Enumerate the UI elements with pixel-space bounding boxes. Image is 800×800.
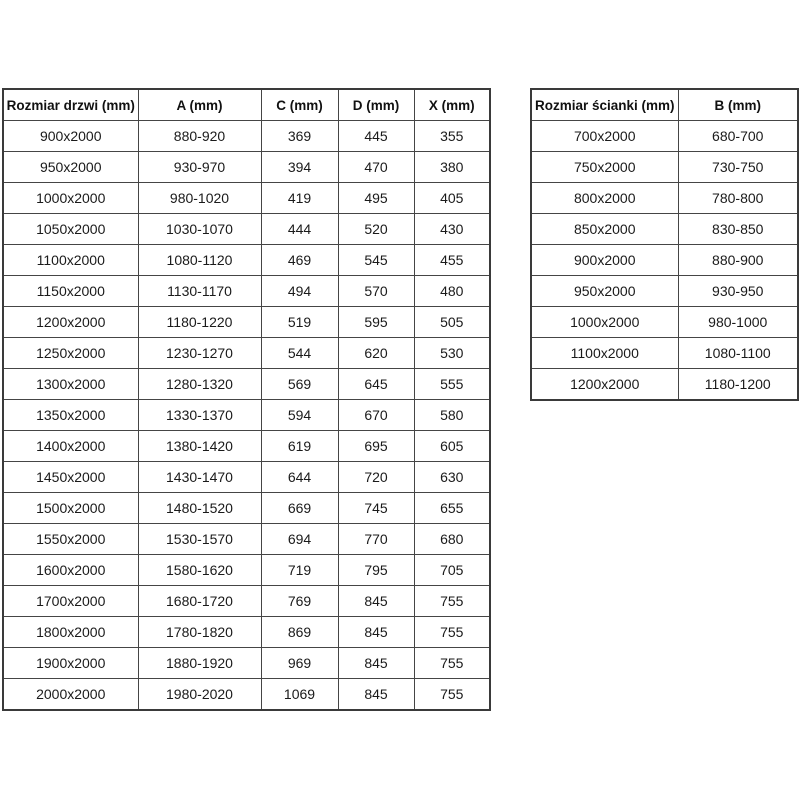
- table-cell: 1900x2000: [3, 648, 138, 679]
- table-row: [3, 648, 490, 679]
- table-cell: 644: [261, 462, 338, 493]
- table-cell: 445: [338, 121, 414, 152]
- table-row: [3, 276, 490, 307]
- table-cell: 950x2000: [3, 152, 138, 183]
- table-cell: 1780-1820: [138, 617, 261, 648]
- table-cell: 1530-1570: [138, 524, 261, 555]
- table-cell: 544: [261, 338, 338, 369]
- table-row: [3, 338, 490, 369]
- table-cell: 1680-1720: [138, 586, 261, 617]
- table-cell: 770: [338, 524, 414, 555]
- column-header: B (mm): [678, 89, 798, 121]
- table-cell: 745: [338, 493, 414, 524]
- table-row: [3, 214, 490, 245]
- table-cell: 1050x2000: [3, 214, 138, 245]
- table-cell: 1000x2000: [531, 307, 678, 338]
- table-cell: 545: [338, 245, 414, 276]
- table-cell: 1080-1120: [138, 245, 261, 276]
- table-cell: 1550x2000: [3, 524, 138, 555]
- table-cell: 755: [414, 617, 490, 648]
- table-cell: 800x2000: [531, 183, 678, 214]
- table-row: [3, 586, 490, 617]
- table-cell: 380: [414, 152, 490, 183]
- table-cell: 2000x2000: [3, 679, 138, 711]
- table-cell: 519: [261, 307, 338, 338]
- table-cell: 850x2000: [531, 214, 678, 245]
- table-row: [3, 617, 490, 648]
- table-cell: 1130-1170: [138, 276, 261, 307]
- table-cell: 795: [338, 555, 414, 586]
- table-cell: 580: [414, 400, 490, 431]
- table-cell: 494: [261, 276, 338, 307]
- table-cell: 655: [414, 493, 490, 524]
- table-cell: 1700x2000: [3, 586, 138, 617]
- table-cell: 645: [338, 369, 414, 400]
- table-cell: 680-700: [678, 121, 798, 152]
- table-cell: 930-950: [678, 276, 798, 307]
- table-cell: 1100x2000: [531, 338, 678, 369]
- table-cell: 1300x2000: [3, 369, 138, 400]
- table-cell: 1350x2000: [3, 400, 138, 431]
- table-cell: 1030-1070: [138, 214, 261, 245]
- table-cell: 470: [338, 152, 414, 183]
- door-sizes-table: [2, 88, 491, 711]
- table-cell: 669: [261, 493, 338, 524]
- table-row: [531, 307, 798, 338]
- table-cell: 755: [414, 648, 490, 679]
- table-row: [3, 369, 490, 400]
- table-cell: 1200x2000: [531, 369, 678, 401]
- table-cell: 719: [261, 555, 338, 586]
- table-cell: 845: [338, 617, 414, 648]
- table-cell: 670: [338, 400, 414, 431]
- table-row: [3, 493, 490, 524]
- table-row: [3, 121, 490, 152]
- table-cell: 369: [261, 121, 338, 152]
- table-row: [531, 121, 798, 152]
- table-cell: 769: [261, 586, 338, 617]
- table-cell: 1150x2000: [3, 276, 138, 307]
- table-row: [3, 555, 490, 586]
- table-cell: 980-1020: [138, 183, 261, 214]
- table-cell: 430: [414, 214, 490, 245]
- table-row: [3, 183, 490, 214]
- table-cell: 1450x2000: [3, 462, 138, 493]
- column-header: D (mm): [338, 89, 414, 121]
- table-cell: 1080-1100: [678, 338, 798, 369]
- table-cell: 1600x2000: [3, 555, 138, 586]
- wall-panel-sizes-table: [530, 88, 799, 401]
- table-cell: 405: [414, 183, 490, 214]
- table-row: [531, 183, 798, 214]
- table-cell: 1400x2000: [3, 431, 138, 462]
- column-header: X (mm): [414, 89, 490, 121]
- table-cell: 1200x2000: [3, 307, 138, 338]
- table-cell: 1580-1620: [138, 555, 261, 586]
- table-cell: 1500x2000: [3, 493, 138, 524]
- table-cell: 620: [338, 338, 414, 369]
- table-cell: 880-900: [678, 245, 798, 276]
- table-cell: 469: [261, 245, 338, 276]
- table-cell: 845: [338, 679, 414, 711]
- table-cell: 1980-2020: [138, 679, 261, 711]
- column-header: Rozmiar ścianki (mm): [531, 89, 678, 121]
- column-header: A (mm): [138, 89, 261, 121]
- table-cell: 480: [414, 276, 490, 307]
- table-cell: 780-800: [678, 183, 798, 214]
- table-cell: 619: [261, 431, 338, 462]
- table-cell: 845: [338, 586, 414, 617]
- table-cell: 555: [414, 369, 490, 400]
- table-cell: 755: [414, 586, 490, 617]
- table-cell: 495: [338, 183, 414, 214]
- table-row: [531, 152, 798, 183]
- table-cell: 595: [338, 307, 414, 338]
- table-cell: 1380-1420: [138, 431, 261, 462]
- table-cell: 695: [338, 431, 414, 462]
- table-cell: 505: [414, 307, 490, 338]
- table-row: [3, 431, 490, 462]
- table-cell: 1250x2000: [3, 338, 138, 369]
- table-row: [531, 276, 798, 307]
- table-cell: 444: [261, 214, 338, 245]
- table-cell: 830-850: [678, 214, 798, 245]
- table-cell: 355: [414, 121, 490, 152]
- table-cell: 1330-1370: [138, 400, 261, 431]
- table-cell: 594: [261, 400, 338, 431]
- table-cell: 950x2000: [531, 276, 678, 307]
- table-cell: 845: [338, 648, 414, 679]
- table-cell: 630: [414, 462, 490, 493]
- table-cell: 605: [414, 431, 490, 462]
- table-cell: 750x2000: [531, 152, 678, 183]
- table-row: [3, 152, 490, 183]
- table-cell: 694: [261, 524, 338, 555]
- table-cell: 1069: [261, 679, 338, 711]
- table-cell: 570: [338, 276, 414, 307]
- table-row: [3, 307, 490, 338]
- table-row: [3, 245, 490, 276]
- table-cell: 419: [261, 183, 338, 214]
- table-cell: 680: [414, 524, 490, 555]
- table-cell: 1880-1920: [138, 648, 261, 679]
- table-cell: 730-750: [678, 152, 798, 183]
- table-row: [3, 679, 490, 711]
- column-header: Rozmiar drzwi (mm): [3, 89, 138, 121]
- table-cell: 705: [414, 555, 490, 586]
- table-cell: 455: [414, 245, 490, 276]
- table-cell: 1100x2000: [3, 245, 138, 276]
- table-cell: 755: [414, 679, 490, 711]
- column-header: C (mm): [261, 89, 338, 121]
- table-cell: 900x2000: [531, 245, 678, 276]
- table-cell: 720: [338, 462, 414, 493]
- table-cell: 1480-1520: [138, 493, 261, 524]
- table-cell: 520: [338, 214, 414, 245]
- table-cell: 880-920: [138, 121, 261, 152]
- table-row: [3, 524, 490, 555]
- table-header-row: [3, 89, 490, 121]
- table-cell: 1800x2000: [3, 617, 138, 648]
- table-cell: 1180-1220: [138, 307, 261, 338]
- table-cell: 930-970: [138, 152, 261, 183]
- table-cell: 1430-1470: [138, 462, 261, 493]
- table-cell: 869: [261, 617, 338, 648]
- table-row: [531, 245, 798, 276]
- table-cell: 969: [261, 648, 338, 679]
- table-cell: 1230-1270: [138, 338, 261, 369]
- table-cell: 980-1000: [678, 307, 798, 338]
- table-cell: 900x2000: [3, 121, 138, 152]
- table-row: [531, 338, 798, 369]
- table-cell: 1000x2000: [3, 183, 138, 214]
- table-row: [531, 214, 798, 245]
- table-cell: 394: [261, 152, 338, 183]
- table-cell: 700x2000: [531, 121, 678, 152]
- table-row: [3, 400, 490, 431]
- table-cell: 1180-1200: [678, 369, 798, 401]
- table-row: [3, 462, 490, 493]
- table-cell: 1280-1320: [138, 369, 261, 400]
- table-cell: 530: [414, 338, 490, 369]
- table-cell: 569: [261, 369, 338, 400]
- table-header-row: [531, 89, 798, 121]
- table-row: [531, 369, 798, 401]
